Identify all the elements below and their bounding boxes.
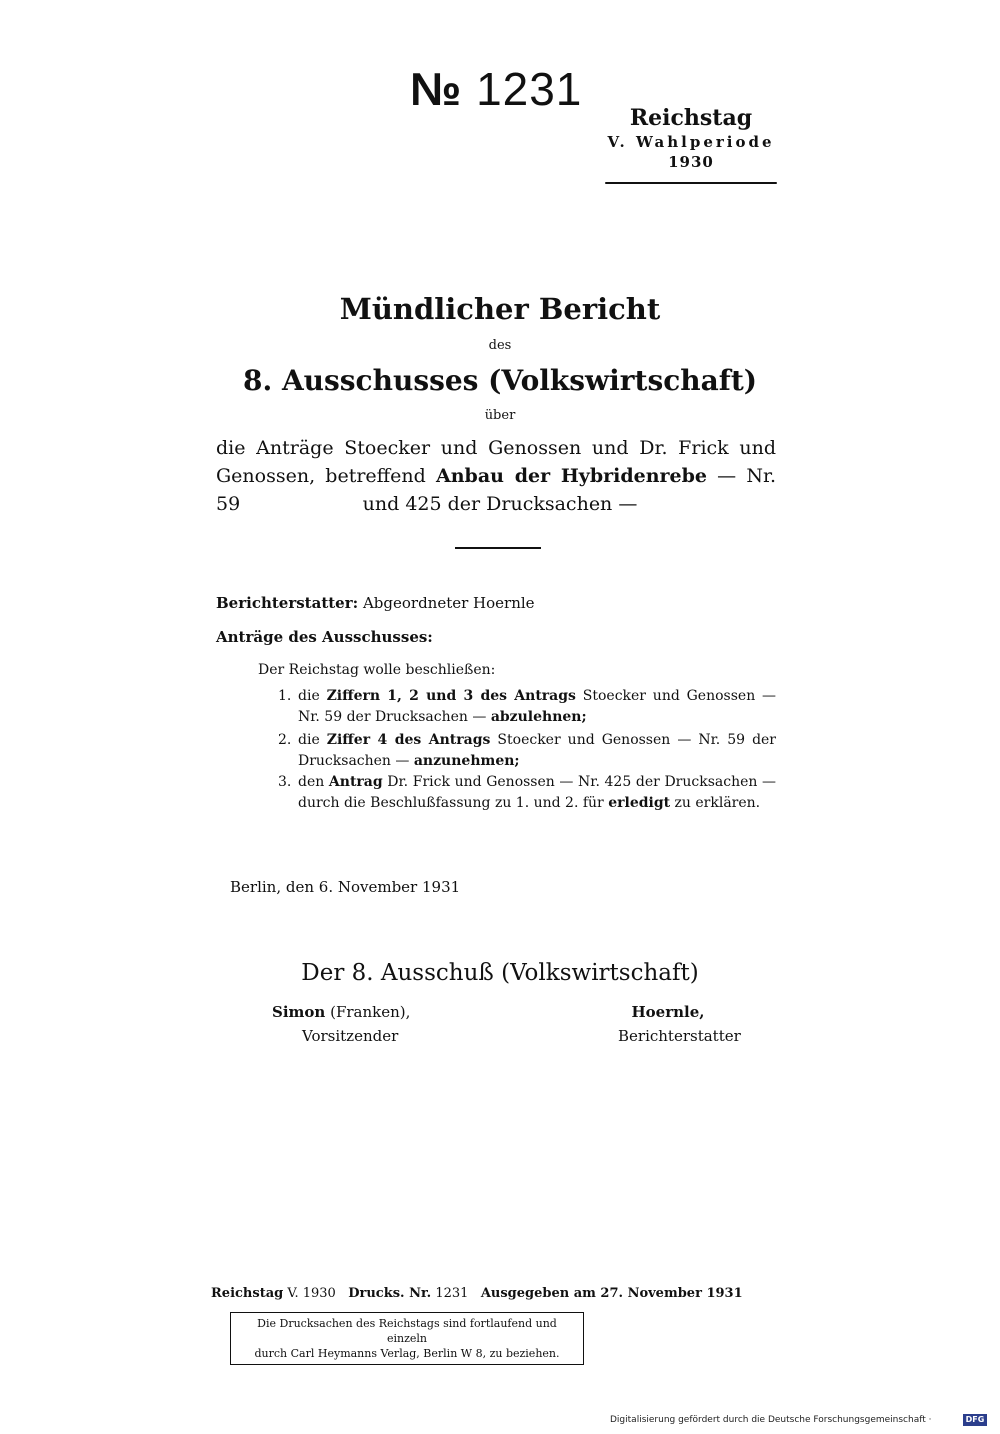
footer-druck-number: 1231 [435,1286,469,1301]
motion-text-a: die [298,688,320,704]
chair-suffix: (Franken), [330,1003,411,1021]
motion-bold-a: Ziffern 1, 2 und 3 des Antrags [326,688,576,704]
motion-bold-b: abzulehnen; [490,709,587,725]
reichstag-block [605,104,777,172]
motions-intro: Der Reichstag wolle beschließen: [258,662,496,678]
chair-name: Simon [272,1003,326,1021]
subject-text-2: — Nr. 59 [216,465,777,515]
footer-issued: Ausgegeben am 27. November 1931 [480,1286,743,1301]
reporter-label: Berichterstatter: [216,594,359,612]
title-divider [455,547,541,549]
reporter-role: Berichterstatter [618,1027,741,1045]
period-year: 1930 [668,153,714,171]
reporter-value: Abgeordneter Hoernle [362,594,535,612]
document-number-value: 1231 [476,63,583,115]
footer-period: V. 1930 [287,1286,336,1301]
footer-reichstag: Reichstag [211,1286,284,1301]
reichstag-underline [605,182,777,184]
motion-item [278,772,776,814]
electoral-period: V. Wahlperiode [607,133,775,151]
footer-druck-label: Drucks. Nr. [348,1286,432,1301]
motion-text-b: Dr. Frick und Genossen — Nr. 425 der Drucksachen — durch die Beschlußfassung zu 1. und 2. für [298,774,777,811]
title-connector-des: des [488,338,512,353]
motions-heading: Anträge des Ausschusses: [216,628,433,646]
reichstag-label: Reichstag [629,105,753,131]
committee-signature-heading: Der 8. Ausschuß (Volkswirtschaft) [301,960,699,986]
title-connector-ueber: über [484,408,516,423]
subject-bold: Anbau der Hybridenrebe [435,465,707,487]
place-date: Berlin, den 6. November 1931 [230,878,461,896]
footer-imprint [211,1286,743,1301]
committee-title: 8. Ausschusses (Volkswirtschaft) [242,364,758,397]
motion-bold-a: Antrag [328,774,383,790]
motion-text [298,772,776,814]
dfg-logo: DFG [963,1414,987,1426]
motion-number: 3. [278,774,292,790]
motion-number: 2. [278,732,292,748]
reporter-line [216,594,535,612]
motion-text-b: Stoecker und Genossen — Nr. 59 der Drucksachen — [298,688,777,725]
reporter-sign-name: Hoernle, [631,1003,705,1021]
motion-item [278,730,776,772]
motion-bold-a: Ziffer 4 des Antrags [326,732,491,748]
chair-role: Vorsitzender [302,1027,399,1045]
reporter-signature [618,1000,741,1048]
motion-number: 1. [278,688,292,704]
subject-text-1: die Anträge Stoecker und Genossen und Dr. Frick und Genossen, betreffend [216,437,776,487]
notice-line-1: Die Drucksachen des Reichstags sind fortlaufend und einzeln [257,1317,557,1345]
motion-text-c: zu erklären. [674,795,761,811]
motion-bold-b: anzunehmen; [413,753,520,769]
subject-last-line: und 425 der Drucksachen — [362,493,638,515]
distribution-notice [230,1312,584,1365]
motion-text-a: den [298,774,325,790]
number-sign: № [410,63,463,115]
motion-text [298,686,776,728]
motion-item [278,686,776,728]
motion-text [298,730,776,772]
motion-text-a: die [298,732,320,748]
report-title: Mündlicher Bericht [339,292,661,326]
notice-line-2: durch Carl Heymanns Verlag, Berlin W 8, zu beziehen. [254,1347,560,1360]
chair-signature [272,1000,410,1048]
motion-bold-b: erledigt [608,795,671,811]
document-number [410,62,582,116]
digitization-credit: Digitalisierung gefördert durch die Deutsche Forschungsgemeinschaft · [610,1415,932,1425]
motion-text-b: Stoecker und Genossen — Nr. 59 der Drucksachen — [298,732,777,769]
